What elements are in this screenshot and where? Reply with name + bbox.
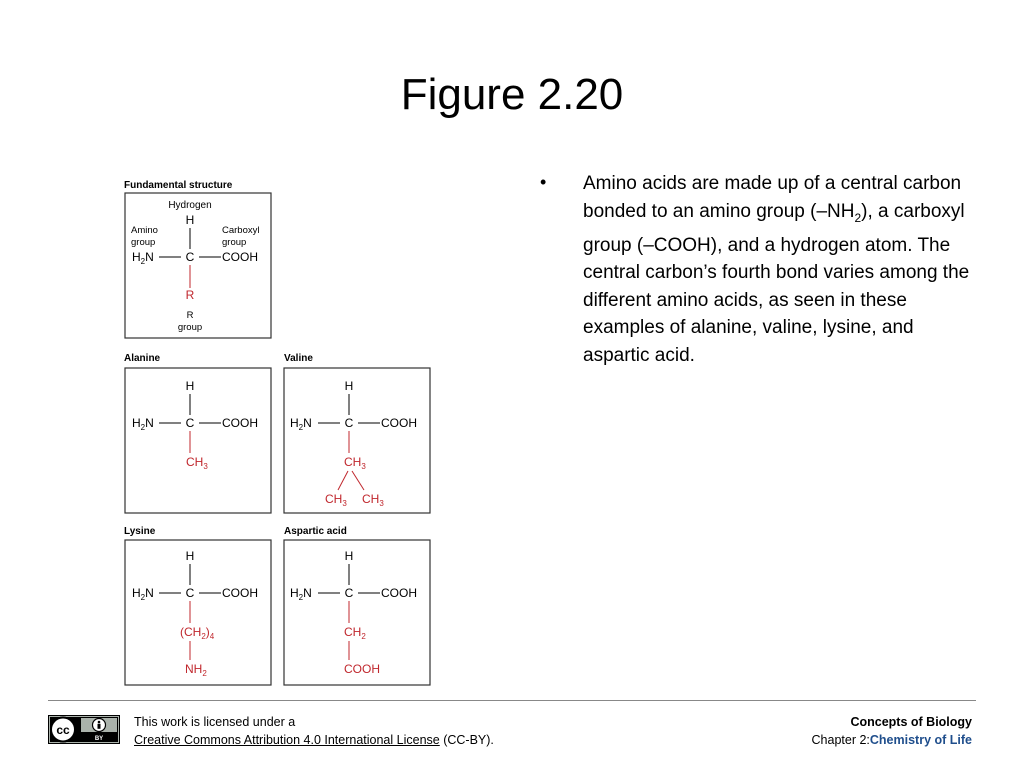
aspartic-acid-panel xyxy=(284,526,430,685)
alanine-side-chain: $CH_3$ xyxy=(186,455,208,471)
fundamental-heading: Fundamental structure xyxy=(124,180,233,191)
book-credits xyxy=(812,713,972,749)
lysine-cooh: COOH xyxy=(222,586,258,600)
valine-panel xyxy=(284,353,430,513)
lysine-heading: Lysine xyxy=(124,526,156,537)
slide-title: Figure 2.20 xyxy=(400,70,624,119)
footer-divider xyxy=(48,700,976,701)
valine-heading: Valine xyxy=(284,353,313,364)
hydrogen-label: Hydrogen xyxy=(168,200,212,211)
amino-acid-figure xyxy=(0,0,460,700)
lysine-amine: $H_2N$ xyxy=(132,586,154,602)
lysine-c: C xyxy=(185,586,195,600)
bullet-marker: • xyxy=(540,172,547,192)
license-suffix: (CC-BY). xyxy=(439,733,494,747)
r-label-2: group xyxy=(177,322,203,333)
lysine-side-chain-1: $(CH_2)_4$ xyxy=(180,625,215,641)
chapter-title: Chemistry of Life xyxy=(869,733,972,747)
valine-branch-left: $CH_3$ xyxy=(325,492,347,508)
valine-side-chain: $CH_3$ xyxy=(344,455,366,471)
fund-h: H xyxy=(185,213,195,227)
aspartic-c: C xyxy=(344,586,354,600)
valine-c: C xyxy=(344,416,354,430)
bullet-text: Amino acids are made up of a central carbon bonded to an amino group $(-NH_2)$, a carboxyl group (–COOH), and a hydrogen atom. The central carbon’s fourth bond varies among the different amino acids, as seen in these examples of alanine, valine, lysine, and aspartic acid. xyxy=(583,173,970,366)
aspartic-side-chain-2: COOH xyxy=(344,662,380,676)
lysine-side-chain-2: $NH_2$ xyxy=(185,662,207,678)
fund-cooh: COOH xyxy=(222,250,258,264)
alanine-h: H xyxy=(185,379,195,393)
cc-letters: cc xyxy=(56,723,70,737)
fund-r: R xyxy=(185,288,195,302)
amino-label-2: group xyxy=(131,237,156,248)
aspartic-cooh: COOH xyxy=(381,586,417,600)
license-link[interactable]: Creative Commons Attribution 4.0 International License xyxy=(134,733,440,747)
license-line-1: This work is licensed under a xyxy=(134,715,296,729)
alanine-c: C xyxy=(185,416,195,430)
valine-cooh: COOH xyxy=(381,416,417,430)
aspartic-h: H xyxy=(344,549,354,563)
valine-branch-right: $CH_3$ xyxy=(362,492,384,508)
fund-amine: $H_2N$ xyxy=(132,250,154,266)
alanine-panel xyxy=(124,353,271,513)
fundamental-structure-panel xyxy=(124,180,271,338)
alanine-heading: Alanine xyxy=(124,353,161,364)
lysine-panel xyxy=(124,526,271,685)
aspartic-heading: Aspartic acid xyxy=(284,526,347,537)
fund-c: C xyxy=(185,250,195,264)
by-letters: BY xyxy=(94,736,104,742)
aspartic-side-chain-1: $CH_2$ xyxy=(344,625,366,641)
alanine-amine: $H_2N$ xyxy=(132,416,154,432)
amino-label-1: Amino xyxy=(131,225,158,236)
carboxyl-label-1: Carboxyl xyxy=(222,225,260,236)
lysine-h: H xyxy=(185,549,195,563)
book-title: Concepts of Biology xyxy=(850,715,972,729)
valine-amine: $H_2N$ xyxy=(290,416,312,432)
alanine-cooh: COOH xyxy=(222,416,258,430)
cc-by-badge-icon[interactable] xyxy=(48,715,120,744)
carboxyl-label-2: group xyxy=(222,237,247,248)
valine-h: H xyxy=(344,379,354,393)
aspartic-amine: $H_2N$ xyxy=(290,586,312,602)
r-label-1: R xyxy=(186,310,194,321)
chapter-prefix: Chapter 2: xyxy=(811,733,870,747)
license-notice xyxy=(134,713,494,749)
